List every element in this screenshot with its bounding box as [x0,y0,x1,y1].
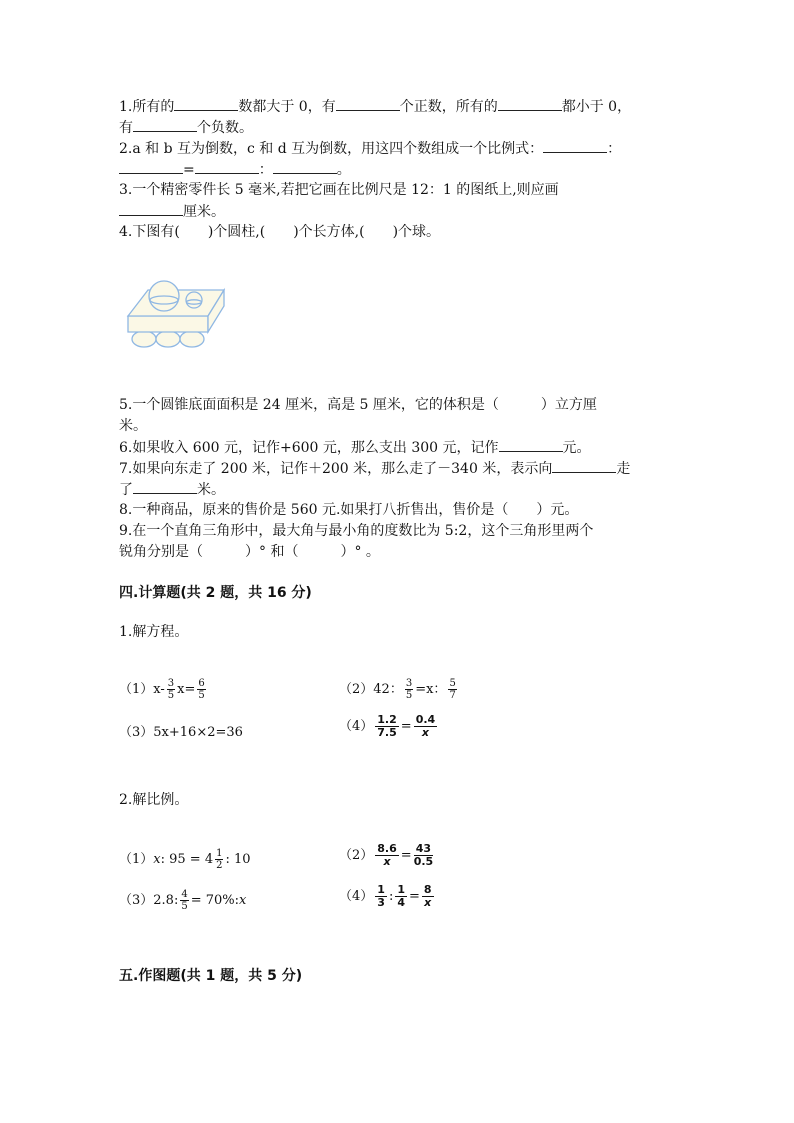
equation-label: （3） [119,725,154,740]
answer-blank[interactable] [133,117,197,132]
numerator: 6 [198,678,205,689]
equation-label: （2） [339,848,374,863]
equation-label: （1） [119,852,154,867]
cuboid-sphere-cylinder-illustration [124,276,228,352]
proportion-2 [339,843,435,868]
numerator: 8 [423,883,432,896]
q3-text: 厘米。 [183,204,225,220]
proportion-4 [339,884,436,909]
equation-text: x- [153,682,165,697]
question-3-line-2 [119,201,225,222]
equals-sign: = [400,848,412,863]
equation-text: x [153,852,161,867]
equation-1 [119,678,208,701]
numerator: 0.4 [415,713,436,726]
q1-text: 个正数，所有的 [399,99,498,115]
fraction [422,884,434,909]
q7-text: 走 [616,461,631,477]
fraction [414,714,438,739]
q1-text: 数都大于 0，有 [238,99,336,115]
q2-text: 。 [336,162,351,178]
q1-text: 1.所有的 [119,99,175,115]
q3-text: 3.一个精密零件长 5 毫米,若把它画在比例尺是 12：1 的图纸上,则应画 [119,182,559,198]
fraction [395,884,407,909]
answer-blank[interactable] [133,479,197,494]
numerator: 1 [216,848,223,859]
answer-blank[interactable] [119,201,183,216]
fraction [180,889,188,912]
fraction [405,678,413,701]
denominator: 7.5 [377,726,397,739]
question-1-line-2 [119,117,253,138]
numerator: 43 [415,842,432,855]
q9-text: 锐角分别是（ ）° 和（ ）° 。 [119,544,380,560]
equation-3 [119,721,243,740]
fraction [448,678,456,701]
equation-label: （4） [339,889,374,904]
section-5-title: 五.作图题(共 1 题，共 5 分) [119,968,303,984]
denominator: 5 [405,690,413,701]
solve-proportions-title: 2.解比例。 [119,792,189,808]
denominator: x [383,855,391,868]
equation-label: （2） [339,682,374,697]
denominator: x [421,726,429,739]
numerator: 3 [167,678,175,689]
q6-text: 6.如果收入 600 元，记作+600 元，那么支出 300 元，记作 [119,440,499,456]
proportion-1 [119,848,251,871]
q2-text: 2.a 和 b 互为倒数，c 和 d 互为倒数，用这四个数组成一个比例式： [119,141,544,157]
question-3-line-1 [119,180,559,200]
question-1-line-1 [119,96,631,117]
answer-blank[interactable] [552,458,616,473]
proportion-3 [119,889,246,912]
fraction [215,848,223,871]
question-7-line-1 [119,458,630,479]
question-4 [119,222,440,242]
q7-text: 米。 [197,482,225,498]
colon: : [388,889,394,904]
equation-text: 5x+16×2=36 [153,725,243,740]
numerator: 1 [397,883,405,896]
equation-4 [339,714,439,739]
question-6 [119,437,591,458]
equation-text: : 95 = 4 [160,852,214,867]
fraction [414,843,434,868]
equals-sign: = [408,889,420,904]
solve-equations-title: 1.解方程。 [119,624,189,640]
numerator: 3 [405,678,413,689]
equation-text: 2.8: [153,893,179,908]
equation-text: =x： [415,682,447,697]
equation-text: : 10 [225,852,251,867]
equation-label: （4） [339,719,374,734]
denominator: 5 [167,690,175,701]
numerator: 1 [377,883,385,896]
numerator: 5 [449,678,456,689]
answer-blank[interactable] [119,159,183,174]
question-9-line-1 [119,521,593,541]
fraction [375,843,399,868]
numerator: 4 [181,889,188,900]
answer-blank[interactable] [543,138,607,153]
denominator: 4 [397,896,405,909]
q7-text: 了 [119,482,133,498]
q2-text: = [183,162,195,178]
equation-text: x= [177,682,196,697]
denominator: 0.5 [413,855,434,868]
q5-text: 米。 [119,418,147,434]
numerator: 1.2 [377,713,397,726]
question-5-line-1 [119,395,597,415]
q9-text: 9.在一个直角三角形中，最大角与最小角的度数比为 5:2，这个三角形里两个 [119,523,594,539]
numerator: 8.6 [377,842,397,855]
question-2-line-1 [119,138,621,159]
equation-text: x [239,893,247,908]
denominator: 2 [216,860,223,871]
equation-2 [339,678,459,701]
answer-blank[interactable] [499,437,563,452]
q1-text: 个负数。 [197,120,253,136]
question-5-line-2 [119,416,147,436]
q2-text: ： [258,162,273,178]
equation-text: 42： [373,682,403,697]
equation-text: = 70%: [190,893,240,908]
denominator: 3 [377,896,385,909]
q8-text: 8.一种商品，原来的售价是 560 元.如果打八折售出，售价是（ ）元。 [119,502,579,518]
q7-text: 7.如果向东走了 200 米，记作＋200 米，那么走了－340 米，表示向 [119,461,553,477]
answer-blank[interactable] [498,96,562,111]
q4-text: 4.下图有( )个圆柱,( )个长方体,( )个球。 [119,224,441,240]
question-7-line-2 [119,479,225,500]
section-4-title: 四.计算题(共 2 题，共 16 分) [119,585,312,601]
denominator: 5 [181,901,188,912]
question-2-line-2 [119,159,351,180]
q6-text: 元。 [562,440,591,456]
fraction [167,678,175,701]
question-9-line-2 [119,542,380,562]
q1-text: 都小于 0， [561,99,632,115]
fraction [197,678,205,701]
question-8 [119,500,578,520]
denominator: 5 [198,690,205,701]
denominator: x [424,896,432,909]
equation-label: （1） [119,682,154,697]
answer-blank[interactable] [273,159,337,174]
fraction [375,884,387,909]
q5-text: 5.一个圆锥底面面积是 24 厘米，高是 5 厘米，它的体积是（ ）立方厘 [119,397,597,413]
denominator: 7 [449,690,456,701]
answer-blank[interactable] [174,96,238,111]
equation-label: （3） [119,893,154,908]
q1-text: 有 [119,120,133,136]
equals-sign: = [400,719,412,734]
q2-text: ： [607,141,622,157]
fraction [375,714,399,739]
solids-figure [124,276,228,356]
answer-blank[interactable] [336,96,400,111]
answer-blank[interactable] [195,159,259,174]
